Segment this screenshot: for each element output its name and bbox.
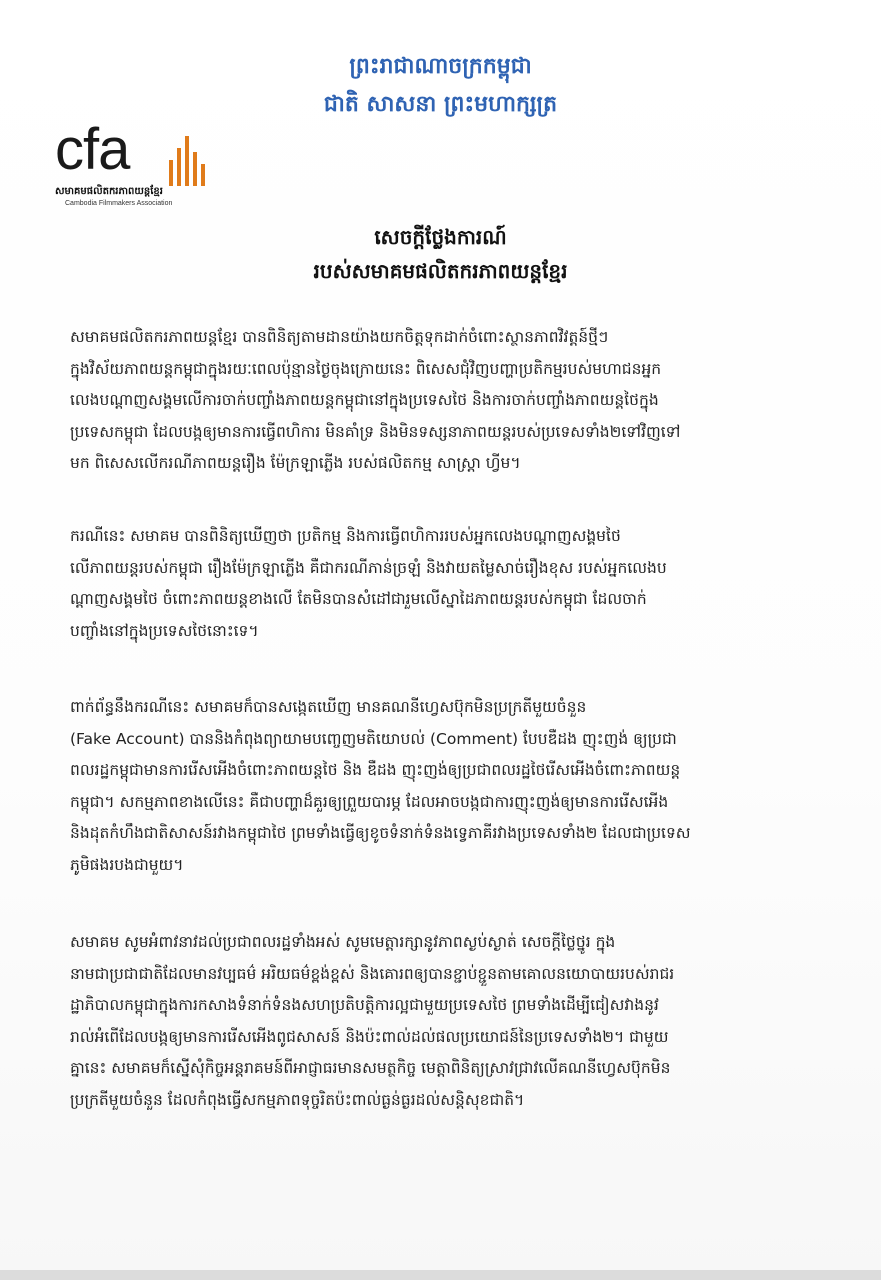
paragraph-line: ក្នុងវិស័យភាពយន្តកម្ពុជាក្នុងរយៈពេលប៉ុន្មានថ្ងៃចុងក្រោយនេះ ពិសេសជុំវិញបញ្ហាប្រតិកម្មរបស់មហាជនអ្នក: [70, 359, 662, 378]
paragraph-line: ពាក់ព័ន្ធនឹងករណីនេះ សមាគមក៏បានសង្កេតឃើញ មានគណនីហ្វេសប៊ុកមិនប្រក្រតីមួយចំនួន: [70, 698, 587, 716]
paragraph-line: រាល់អំពើដែលបង្កឲ្យមានការរើសអើងពូជសាសន៍ និងប៉ះពាល់ដល់ផលប្រយោជន៍នៃប្រទេសទាំង២។ ជាមួយ: [70, 1027, 669, 1046]
paragraph-line: កម្ពុជា។ សកម្មភាពខាងលើនេះ គឺជាបញ្ហាដ៏គួរឲ្យព្រួយបារម្ភ ដែលអាចបង្កជាការញុះញង់ឲ្យមានការរើសអើង: [70, 792, 669, 811]
paragraph-2: [70, 521, 832, 647]
paragraph-line: និងដុតកំហឹងជាតិសាសន៍រវាងកម្ពុជាថៃ ព្រមទាំងធ្វើឲ្យខូចទំនាក់ទំនងទ្វេភាគីរវាងប្រទេសទាំង២ ដែលជាប្រទេស: [70, 824, 691, 842]
logo-bars-icon: [167, 130, 207, 186]
paragraph-line: មក ពិសេសលើករណីភាពយន្តរឿង ម៉ែក្រឡាភ្លើង របស់ផលិតកម្ម សាស្ត្រា ហ្វីម។: [70, 454, 521, 472]
paragraph-line: លេងបណ្តាញសង្គមលើការចាក់បញ្ចាំងភាពយន្តកម្ពុជានៅក្នុងប្រទេសថៃ និងការចាក់បញ្ចាំងភាពយន្តថៃក្នុង: [70, 391, 659, 409]
paragraph-line: ពលរដ្ឋកម្ពុជាមានការរើសអើងចំពោះភាពយន្តថៃ និង ឌឺដង ញុះញង់ឲ្យប្រជាពលរដ្ឋថៃរើសអើងចំពោះភាពយន្ត: [70, 761, 681, 779]
paragraph-line: ភូមិផងរបងជាមួយ។: [70, 855, 184, 874]
paragraph-4: [70, 927, 832, 1116]
kingdom-line-1: ព្រះរាជាណាចក្រកម្ពុជា: [349, 54, 532, 79]
paragraph-line: បញ្ចាំងនៅក្នុងប្រទេសថៃនោះទេ។: [70, 621, 259, 640]
paragraph-3: [70, 692, 832, 881]
statement-title: [0, 220, 881, 288]
paragraph-line: នាមជាប្រជាជាតិដែលមានវប្បធម៌ អរិយធម៌ខ្ពង់ខ្ពស់ និងគោរពឲ្យបានខ្ជាប់ខ្ជួនតាមគោលនយោបាយរបស់រាជរ: [70, 964, 675, 983]
paragraph-1: [70, 322, 832, 480]
logo-khmer-name: សមាគមផលិតករភាពយន្តខ្មែរ: [55, 186, 163, 197]
paragraph-line: គ្នានេះ សមាគមក៏ស្នើសុំកិច្ចអន្តរាគមន៍ពីអាជ្ញាធរមានសមត្ថកិច្ច មេត្តាពិនិត្យស្រាវជ្រាវលើគណនីហ្វេសប៊ុកមិន: [70, 1059, 671, 1077]
title-line-1: សេចក្តីថ្លែងការណ៍: [374, 225, 507, 249]
cfa-logo: [55, 118, 215, 210]
paragraph-line: លើភាពយន្តរបស់កម្ពុជា រឿងម៉ែក្រឡាភ្លើង គឺជាករណីភាន់ច្រឡំ និងវាយតម្លៃសាច់រឿងខុស របស់អ្នកលេងប: [70, 558, 667, 577]
paragraph-line: ករណីនេះ សមាគម បានពិនិត្យឃើញថា ប្រតិកម្ម និងការធ្វើពហិការរបស់អ្នកលេងបណ្តាញសង្គមថៃ: [70, 527, 621, 545]
kingdom-motto: [0, 48, 881, 124]
paragraph-line: សមាគម សូមអំពាវនាវដល់ប្រជាពលរដ្ឋទាំងអស់ សូមមេត្តារក្សានូវភាពស្ងប់ស្ងាត់ សេចក្តីថ្លៃថ្នូរ ក្នុង: [70, 933, 616, 951]
logo-english-name: Cambodia Filmmakers Association: [65, 200, 173, 207]
paragraph-line: ប្រក្រតីមួយចំនួន ដែលកំពុងធ្វើសកម្មភាពទុច្ចរិតប៉ះពាល់ធ្ងន់ធ្ងរដល់សន្តិសុខជាតិ។: [70, 1090, 525, 1109]
paragraph-line: (Fake Account) បាននិងកំពុងព្យាយាមបញ្ចេញមតិយោបល់ (Comment) បែបឌឺដង ញុះញង់ ឲ្យប្រជា: [70, 729, 677, 748]
title-line-2: របស់សមាគមផលិតករភាពយន្តខ្មែរ: [313, 259, 568, 283]
paragraph-line: ប្រទេសកម្ពុជា ដែលបង្កឲ្យមានការធ្វើពហិការ មិនគាំទ្រ និងមិនទស្សនាភាពយន្តរបស់ប្រទេសទាំង២ទៅវិញទៅ: [70, 422, 681, 441]
paragraph-line: ណ្តាញសង្គមថៃ ចំពោះភាពយន្តខាងលើ តែមិនបានសំដៅជារួមលើស្នាដៃភាពយន្តរបស់កម្ពុជា ដែលចាក់: [70, 590, 647, 608]
paragraph-line: សមាគមផលិតករភាពយន្តខ្មែរ បានពិនិត្យតាមដានយ៉ាងយកចិត្តទុកដាក់ចំពោះស្ថានភាពវិវត្តន៍ថ្មីៗ: [70, 328, 609, 346]
kingdom-line-2: ជាតិ សាសនា ព្រះមហាក្សត្រ: [323, 92, 558, 117]
page-bottom-edge: [0, 1270, 881, 1280]
paragraph-line: ដ្ឋាភិបាលកម្ពុជាក្នុងការកសាងទំនាក់ទំនងសហប្រតិបត្តិការល្អជាមួយប្រទេសថៃ ព្រមទាំងដើម្បីជៀសវាងនូវ: [70, 996, 659, 1014]
logo-wordmark: cfa: [55, 117, 130, 182]
